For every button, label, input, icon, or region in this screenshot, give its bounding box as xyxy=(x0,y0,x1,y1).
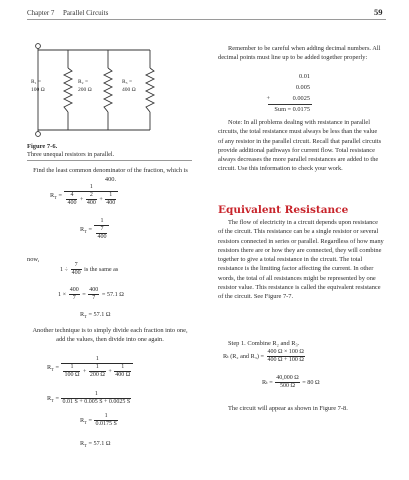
equation-multiply: 1 × $\frac{400}{7}$ = $\frac{400}{7}$ = 57.1 Ω xyxy=(58,287,124,301)
figure-caption-text: Three unequal resistors in parallel. xyxy=(27,151,115,158)
chapter-title: Parallel Circuits xyxy=(63,9,109,17)
r1-label: R₁ = 100 Ω xyxy=(31,79,45,93)
equation-conductance-total: $R_T$ = $\frac{1}{0.0175 S}$ xyxy=(80,413,117,427)
section-heading: Equivalent Resistance xyxy=(218,204,349,216)
page-number: 59 xyxy=(374,7,383,17)
caption-rule xyxy=(27,160,192,161)
header-rule xyxy=(27,19,386,20)
equation-combine-result: Rₜ = $\frac{40,000 \Omega}{500 \Omega}$ = 80 Ω xyxy=(262,375,320,389)
equivalent-resistance-paragraph: The flow of electricity in a circuit depends upon resistance of the circuit. This resistance can be a single resistor or several resistors connected in series or parallel. Regardless of how many resistors there are or how they are connected, they will combine together to give a total resistance in the circuit. The total resistance is the limiting factor affecting the current. In other words, the total of all resistances might be represented by one resistor value. This resistance is called the equivalent resistance of the circuit. See Figure 7-7. xyxy=(218,219,384,301)
r2-label: R₂ = 200 Ω xyxy=(78,79,92,93)
equation-conductance-sum: $R_T$ = $\frac{1}{0.01 S + 0.005 S + 0.0025 S}$ xyxy=(47,391,131,405)
r3-label: R₃ = 400 Ω xyxy=(122,79,136,93)
now-label: now, xyxy=(27,256,40,263)
equation-rt-fractions: $R_T$ = 1 $\frac{4}{400}$ + $\frac{2}{400}$ + $\frac{1}{400}$ xyxy=(50,184,119,207)
chapter-label: Chapter 7 xyxy=(27,9,55,17)
equation-reciprocal-sum: $R_T$ = 1 $\frac{1}{100 \Omega}$ + $\frac{1}{200 \Omega}$ + $\frac{1}{400 \Omega}$ xyxy=(47,356,134,379)
equation-divide: 1 ÷ $\frac{7}{400}$ is the same as xyxy=(60,262,119,276)
technique-paragraph: Another technique is to simply divide each fraction into one, add the values, then divide into one again. xyxy=(32,327,188,344)
parallel-circuit-diagram xyxy=(28,40,200,140)
addend-1: 0.01 xyxy=(298,73,310,80)
equation-rt-result-1: $R_T = 57.1$ Ω xyxy=(80,311,111,320)
equation-rt-seven: $R_T$ = $\frac{1}{\frac{7}{400}}$ xyxy=(80,218,110,241)
equation-rt-result-2: $R_T = 57.1$ Ω xyxy=(80,440,111,449)
addend-2: 0.005 xyxy=(295,84,310,91)
reminder-paragraph: Remember to be careful when adding decimal numbers. All decimal points must line up to be added together properly: xyxy=(218,45,381,62)
plus-sign: + xyxy=(266,95,270,102)
lcd-intro: Find the least common denominator of the fraction, which is 400. xyxy=(33,167,188,184)
note-paragraph: Note: In all problems dealing with resistance in parallel circuits, the total resistance must always be less than the value of any resistor in the parallel circuit. Recall that parallel circuits provide additional pathways for current flow. Total resistance always decreases the more parallel resistances are added to the circuit. Use this information to check your work. xyxy=(218,119,382,173)
figure-caption-label: Figure 7-6. xyxy=(27,143,58,150)
equation-combine-r2-r3: Rₜ (R₂ and R₃) = $\frac{400 \Omega \times 100 \Omega}{400 \Omega + 100 \Omega}$ xyxy=(223,349,304,363)
closing-paragraph: The circuit will appear as shown in Figure 7-8. xyxy=(228,405,348,412)
sum-rule xyxy=(268,104,312,105)
sum-value: Sum = 0.0175 xyxy=(274,106,310,113)
addend-3: 0.0025 xyxy=(292,95,310,102)
step-1: Step 1. Combine R₂ and R₃. xyxy=(228,340,300,347)
